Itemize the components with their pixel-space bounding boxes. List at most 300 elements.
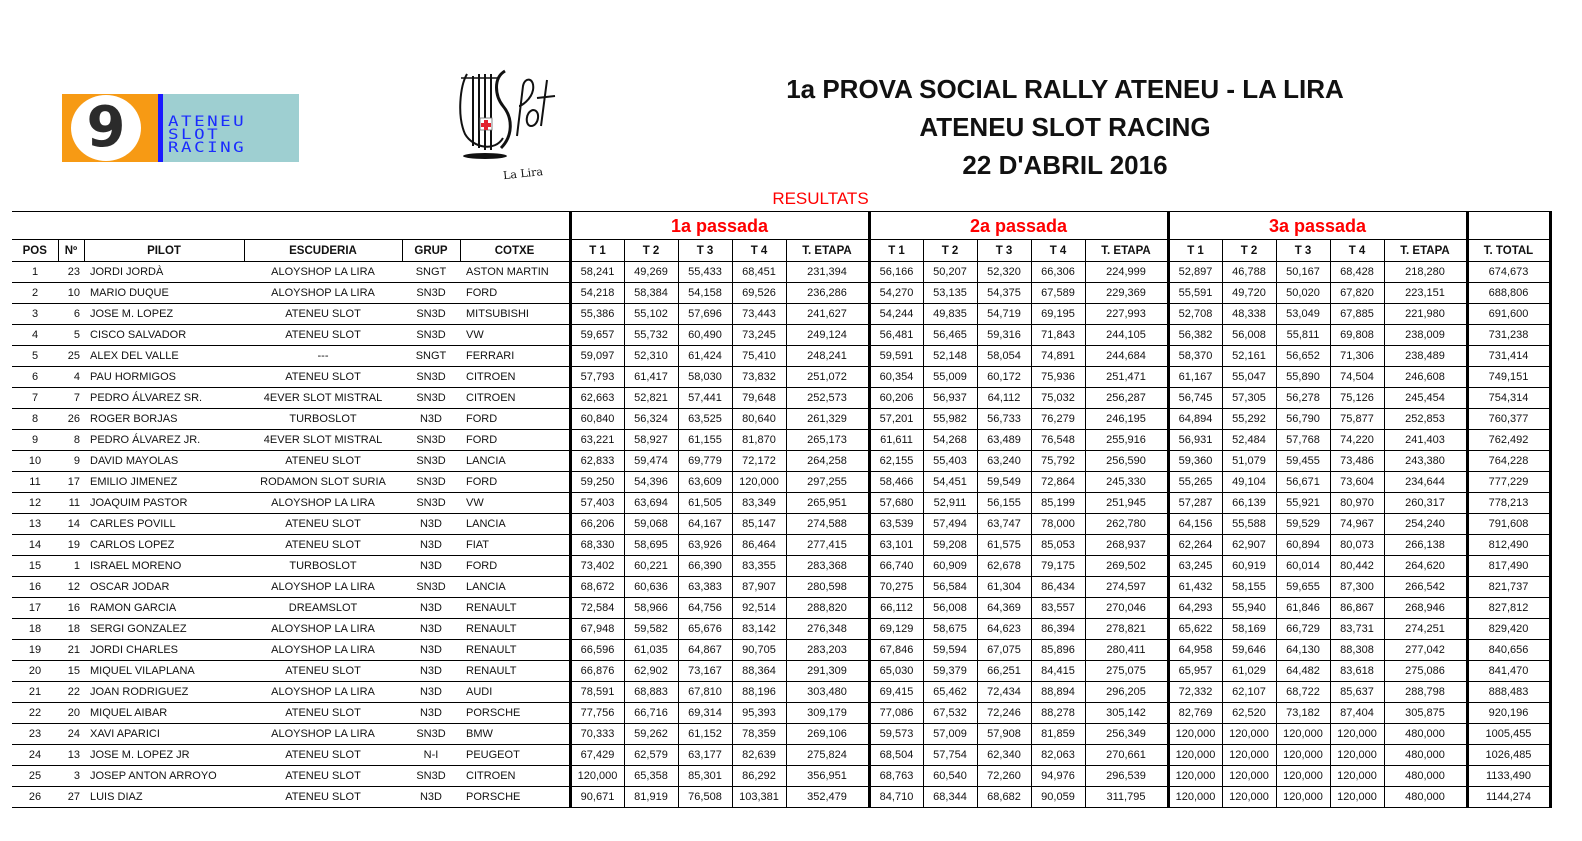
cell-escuderia: ATENEU SLOT bbox=[244, 535, 402, 556]
col-p2-t4: T 4 bbox=[1031, 240, 1085, 262]
cell-p3-t2: 55,047 bbox=[1222, 367, 1276, 388]
cell-p3-t4: 75,126 bbox=[1330, 388, 1384, 409]
table-row bbox=[12, 367, 1550, 388]
cell-p1-t3: 60,490 bbox=[678, 325, 732, 346]
cell-p1-etapa: 352,479 bbox=[786, 787, 869, 808]
cell-p3-t1: 120,000 bbox=[1168, 724, 1222, 745]
cell-p2-etapa: 244,105 bbox=[1085, 325, 1168, 346]
cell-escuderia: ALOYSHOP LA LIRA bbox=[244, 724, 402, 745]
cell-p2-t2: 59,379 bbox=[923, 661, 977, 682]
cell-p3-t2: 60,919 bbox=[1222, 556, 1276, 577]
col-p2-t3: T 3 bbox=[977, 240, 1031, 262]
logo-number-circle bbox=[71, 95, 141, 161]
cell-p2-etapa: 256,349 bbox=[1085, 724, 1168, 745]
cell-p3-t4: 86,867 bbox=[1330, 598, 1384, 619]
col-p3-t2: T 2 bbox=[1222, 240, 1276, 262]
cell-cotxe: CITROEN bbox=[460, 367, 570, 388]
cell-pilot: CARLES POVILL bbox=[84, 514, 244, 535]
cell-total: 1133,490 bbox=[1467, 766, 1550, 787]
cell-p3-etapa: 480,000 bbox=[1384, 745, 1467, 766]
cell-grup: SN3D bbox=[402, 367, 460, 388]
table-row bbox=[12, 619, 1550, 640]
cell-p2-t3: 72,434 bbox=[977, 682, 1031, 703]
cell-p3-t3: 56,278 bbox=[1276, 388, 1330, 409]
cell-p3-etapa: 275,086 bbox=[1384, 661, 1467, 682]
cell-p3-t1: 120,000 bbox=[1168, 766, 1222, 787]
cell-num: 20 bbox=[58, 703, 84, 724]
logo-orange-panel bbox=[62, 94, 158, 162]
cell-p2-t4: 79,175 bbox=[1031, 556, 1085, 577]
cell-p3-t4: 80,073 bbox=[1330, 535, 1384, 556]
col-p1-t2: T 2 bbox=[624, 240, 678, 262]
cell-p1-t2: 52,310 bbox=[624, 346, 678, 367]
cell-p3-etapa: 264,620 bbox=[1384, 556, 1467, 577]
cell-grup: SN3D bbox=[402, 283, 460, 304]
logo-number: 9 bbox=[86, 95, 126, 160]
cell-p1-t2: 81,919 bbox=[624, 787, 678, 808]
cell-p3-etapa: 238,489 bbox=[1384, 346, 1467, 367]
cell-p1-t1: 90,671 bbox=[570, 787, 624, 808]
cell-p3-t2: 58,155 bbox=[1222, 577, 1276, 598]
cell-pilot: CARLOS LOPEZ bbox=[84, 535, 244, 556]
cell-p2-t2: 54,451 bbox=[923, 472, 977, 493]
cell-p2-t1: 62,155 bbox=[869, 451, 923, 472]
cell-p2-t3: 61,575 bbox=[977, 535, 1031, 556]
cell-p3-t1: 56,745 bbox=[1168, 388, 1222, 409]
cell-p2-t1: 54,270 bbox=[869, 283, 923, 304]
cell-p3-t1: 59,360 bbox=[1168, 451, 1222, 472]
cell-pos: 22 bbox=[12, 703, 58, 724]
cell-p1-t4: 88,364 bbox=[732, 661, 786, 682]
col-p3-t3: T 3 bbox=[1276, 240, 1330, 262]
cell-p1-etapa: 231,394 bbox=[786, 262, 869, 283]
cell-p3-t3: 60,894 bbox=[1276, 535, 1330, 556]
cell-p2-t3: 64,369 bbox=[977, 598, 1031, 619]
cell-escuderia: RODAMON SLOT SURIA bbox=[244, 472, 402, 493]
cell-p3-t1: 64,156 bbox=[1168, 514, 1222, 535]
cell-p1-t2: 58,695 bbox=[624, 535, 678, 556]
cell-p3-t4: 74,220 bbox=[1330, 430, 1384, 451]
cell-grup: N3D bbox=[402, 640, 460, 661]
cell-num: 27 bbox=[58, 787, 84, 808]
cell-p1-t3: 61,505 bbox=[678, 493, 732, 514]
cell-p2-etapa: 268,937 bbox=[1085, 535, 1168, 556]
cell-p1-t1: 67,948 bbox=[570, 619, 624, 640]
cell-p3-t1: 65,957 bbox=[1168, 661, 1222, 682]
cell-p2-etapa: 262,780 bbox=[1085, 514, 1168, 535]
cell-p2-etapa: 256,287 bbox=[1085, 388, 1168, 409]
cell-escuderia: ALOYSHOP LA LIRA bbox=[244, 283, 402, 304]
cell-p2-t1: 63,539 bbox=[869, 514, 923, 535]
col-p1-t1: T 1 bbox=[570, 240, 624, 262]
cell-num: 14 bbox=[58, 514, 84, 535]
cell-p2-t1: 84,710 bbox=[869, 787, 923, 808]
cell-p1-t1: 63,221 bbox=[570, 430, 624, 451]
cell-p2-t3: 63,747 bbox=[977, 514, 1031, 535]
cell-p1-t1: 59,250 bbox=[570, 472, 624, 493]
cell-p1-t1: 70,333 bbox=[570, 724, 624, 745]
cell-grup: SN3D bbox=[402, 325, 460, 346]
cell-num: 16 bbox=[58, 598, 84, 619]
cell-total: 1144,274 bbox=[1467, 787, 1550, 808]
col-p3-t4: T 4 bbox=[1330, 240, 1384, 262]
cell-grup: N3D bbox=[402, 682, 460, 703]
cell-p1-t2: 62,579 bbox=[624, 745, 678, 766]
cell-p3-etapa: 223,151 bbox=[1384, 283, 1467, 304]
cell-p1-t2: 58,384 bbox=[624, 283, 678, 304]
cell-p3-t1: 55,591 bbox=[1168, 283, 1222, 304]
cell-grup: N3D bbox=[402, 409, 460, 430]
cell-total: 762,492 bbox=[1467, 430, 1550, 451]
cell-p1-t3: 63,926 bbox=[678, 535, 732, 556]
cell-p2-t2: 53,135 bbox=[923, 283, 977, 304]
cell-p1-t4: 85,147 bbox=[732, 514, 786, 535]
cell-p3-t3: 57,768 bbox=[1276, 430, 1330, 451]
cell-p2-etapa: 311,795 bbox=[1085, 787, 1168, 808]
cell-p3-t2: 52,161 bbox=[1222, 346, 1276, 367]
cell-p3-t4: 67,820 bbox=[1330, 283, 1384, 304]
cell-grup: SN3D bbox=[402, 766, 460, 787]
cell-p1-etapa: 265,173 bbox=[786, 430, 869, 451]
cell-num: 15 bbox=[58, 661, 84, 682]
cell-pilot: CISCO SALVADOR bbox=[84, 325, 244, 346]
cell-p1-t4: 79,648 bbox=[732, 388, 786, 409]
cell-p3-t2: 56,008 bbox=[1222, 325, 1276, 346]
cell-total: 731,238 bbox=[1467, 325, 1550, 346]
cell-grup: SNGT bbox=[402, 262, 460, 283]
group-title-2: 2a passada bbox=[869, 212, 1168, 240]
cell-p1-t3: 69,314 bbox=[678, 703, 732, 724]
cell-num: 22 bbox=[58, 682, 84, 703]
cell-p2-t1: 60,354 bbox=[869, 367, 923, 388]
cell-p1-t2: 59,582 bbox=[624, 619, 678, 640]
cell-p1-t3: 61,152 bbox=[678, 724, 732, 745]
cell-p3-t2: 49,104 bbox=[1222, 472, 1276, 493]
cell-p1-t3: 67,810 bbox=[678, 682, 732, 703]
cell-p3-t4: 120,000 bbox=[1330, 724, 1384, 745]
cell-total: 821,737 bbox=[1467, 577, 1550, 598]
cell-p2-t4: 66,306 bbox=[1031, 262, 1085, 283]
cell-p1-t2: 61,035 bbox=[624, 640, 678, 661]
cell-escuderia: ATENEU SLOT bbox=[244, 304, 402, 325]
cell-grup: SN3D bbox=[402, 304, 460, 325]
cell-p3-t2: 57,305 bbox=[1222, 388, 1276, 409]
cell-cotxe: FIAT bbox=[460, 535, 570, 556]
cell-p2-t2: 56,937 bbox=[923, 388, 977, 409]
cell-p2-t1: 68,763 bbox=[869, 766, 923, 787]
cell-p2-t2: 54,268 bbox=[923, 430, 977, 451]
cell-p1-t1: 67,429 bbox=[570, 745, 624, 766]
logo-text-line: RACING bbox=[168, 139, 247, 156]
cell-p2-t3: 62,678 bbox=[977, 556, 1031, 577]
cell-p1-t1: 55,386 bbox=[570, 304, 624, 325]
cell-p1-t1: 72,584 bbox=[570, 598, 624, 619]
cell-pilot: ISRAEL MORENO bbox=[84, 556, 244, 577]
cell-p2-etapa: 229,369 bbox=[1085, 283, 1168, 304]
cell-p2-t2: 57,494 bbox=[923, 514, 977, 535]
cell-p3-t3: 64,482 bbox=[1276, 661, 1330, 682]
table-row bbox=[12, 724, 1550, 745]
cell-p2-t4: 85,896 bbox=[1031, 640, 1085, 661]
cell-grup: N3D bbox=[402, 787, 460, 808]
cell-pos: 19 bbox=[12, 640, 58, 661]
cell-p2-etapa: 256,590 bbox=[1085, 451, 1168, 472]
cell-pos: 25 bbox=[12, 766, 58, 787]
cell-p1-etapa: 309,179 bbox=[786, 703, 869, 724]
cell-p2-t4: 88,894 bbox=[1031, 682, 1085, 703]
table-row bbox=[12, 325, 1550, 346]
cell-p2-t3: 66,251 bbox=[977, 661, 1031, 682]
cell-p1-t3: 57,696 bbox=[678, 304, 732, 325]
cell-p1-t3: 73,167 bbox=[678, 661, 732, 682]
cell-pos: 24 bbox=[12, 745, 58, 766]
cell-num: 9 bbox=[58, 451, 84, 472]
cell-p1-t3: 61,155 bbox=[678, 430, 732, 451]
cell-cotxe: FORD bbox=[460, 283, 570, 304]
cell-p2-t2: 68,344 bbox=[923, 787, 977, 808]
cell-p3-etapa: 277,042 bbox=[1384, 640, 1467, 661]
cell-pilot: LUIS DIAZ bbox=[84, 787, 244, 808]
cell-p2-t3: 63,240 bbox=[977, 451, 1031, 472]
cell-total: 691,600 bbox=[1467, 304, 1550, 325]
cell-p3-t3: 55,811 bbox=[1276, 325, 1330, 346]
cell-p3-t4: 71,306 bbox=[1330, 346, 1384, 367]
cell-p1-t1: 78,591 bbox=[570, 682, 624, 703]
cell-p1-etapa: 277,415 bbox=[786, 535, 869, 556]
cell-p3-t4: 73,604 bbox=[1330, 472, 1384, 493]
cell-total: 674,673 bbox=[1467, 262, 1550, 283]
cell-p1-etapa: 261,329 bbox=[786, 409, 869, 430]
cell-p2-t4: 85,053 bbox=[1031, 535, 1085, 556]
cell-p3-t3: 59,529 bbox=[1276, 514, 1330, 535]
cell-p2-t4: 85,199 bbox=[1031, 493, 1085, 514]
cell-p1-etapa: 275,824 bbox=[786, 745, 869, 766]
cell-num: 1 bbox=[58, 556, 84, 577]
cell-p2-t3: 59,316 bbox=[977, 325, 1031, 346]
ateneu-slot-racing-logo bbox=[62, 94, 299, 162]
cell-p1-etapa: 249,124 bbox=[786, 325, 869, 346]
cell-cotxe: LANCIA bbox=[460, 577, 570, 598]
cell-p2-t4: 94,976 bbox=[1031, 766, 1085, 787]
table-row bbox=[12, 493, 1550, 514]
cell-total: 778,213 bbox=[1467, 493, 1550, 514]
cell-p3-t1: 52,708 bbox=[1168, 304, 1222, 325]
cell-p2-t3: 57,908 bbox=[977, 724, 1031, 745]
cell-p1-t3: 76,508 bbox=[678, 787, 732, 808]
cell-p1-etapa: 264,258 bbox=[786, 451, 869, 472]
cell-p2-t2: 57,009 bbox=[923, 724, 977, 745]
cell-escuderia: ATENEU SLOT bbox=[244, 766, 402, 787]
cell-p2-t4: 90,059 bbox=[1031, 787, 1085, 808]
cell-p3-etapa: 266,542 bbox=[1384, 577, 1467, 598]
cell-pos: 5 bbox=[12, 346, 58, 367]
cell-p3-t1: 57,287 bbox=[1168, 493, 1222, 514]
cell-p1-t1: 73,402 bbox=[570, 556, 624, 577]
table-row bbox=[12, 703, 1550, 724]
cell-p1-t3: 61,424 bbox=[678, 346, 732, 367]
cell-p1-etapa: 303,480 bbox=[786, 682, 869, 703]
cell-p1-t1: 59,657 bbox=[570, 325, 624, 346]
cell-p3-etapa: 254,240 bbox=[1384, 514, 1467, 535]
cell-p1-etapa: 248,241 bbox=[786, 346, 869, 367]
cell-pos: 3 bbox=[12, 304, 58, 325]
cell-p2-t1: 66,112 bbox=[869, 598, 923, 619]
table-row bbox=[12, 304, 1550, 325]
cell-escuderia: ATENEU SLOT bbox=[244, 703, 402, 724]
logo-text-panel bbox=[163, 94, 299, 162]
cell-p3-t1: 82,769 bbox=[1168, 703, 1222, 724]
cell-p1-t2: 58,966 bbox=[624, 598, 678, 619]
cell-p3-t1: 62,264 bbox=[1168, 535, 1222, 556]
cell-p1-t2: 60,221 bbox=[624, 556, 678, 577]
cell-p1-t3: 63,177 bbox=[678, 745, 732, 766]
cell-p1-etapa: 283,368 bbox=[786, 556, 869, 577]
cell-pilot: SERGI GONZALEZ bbox=[84, 619, 244, 640]
cell-p3-t4: 85,637 bbox=[1330, 682, 1384, 703]
cell-pilot: JOSEP ANTON ARROYO bbox=[84, 766, 244, 787]
cell-p2-t1: 70,275 bbox=[869, 577, 923, 598]
cell-p1-t2: 52,821 bbox=[624, 388, 678, 409]
cell-p1-t1: 54,218 bbox=[570, 283, 624, 304]
cell-p3-t4: 120,000 bbox=[1330, 766, 1384, 787]
cell-p3-t4: 80,970 bbox=[1330, 493, 1384, 514]
cell-p2-etapa: 280,411 bbox=[1085, 640, 1168, 661]
cell-p3-t1: 65,622 bbox=[1168, 619, 1222, 640]
cell-grup: SN3D bbox=[402, 430, 460, 451]
cell-p3-t1: 61,167 bbox=[1168, 367, 1222, 388]
cell-p2-t2: 65,462 bbox=[923, 682, 977, 703]
cell-grup: N-I bbox=[402, 745, 460, 766]
cell-p2-t4: 76,548 bbox=[1031, 430, 1085, 451]
cell-p3-t1: 64,894 bbox=[1168, 409, 1222, 430]
cell-num: 26 bbox=[58, 409, 84, 430]
cell-p2-t2: 55,982 bbox=[923, 409, 977, 430]
cell-p1-t1: 57,793 bbox=[570, 367, 624, 388]
cell-total: 1005,455 bbox=[1467, 724, 1550, 745]
cell-cotxe: VW bbox=[460, 493, 570, 514]
cell-grup: SN3D bbox=[402, 493, 460, 514]
cell-cotxe: LANCIA bbox=[460, 451, 570, 472]
cell-p2-etapa: 305,142 bbox=[1085, 703, 1168, 724]
cell-p1-t4: 120,000 bbox=[732, 472, 786, 493]
cell-pos: 21 bbox=[12, 682, 58, 703]
cell-grup: N3D bbox=[402, 535, 460, 556]
cell-pilot: PEDRO ÁLVAREZ JR. bbox=[84, 430, 244, 451]
cell-p1-t3: 57,441 bbox=[678, 388, 732, 409]
cell-p3-t3: 55,890 bbox=[1276, 367, 1330, 388]
cell-p1-etapa: 280,598 bbox=[786, 577, 869, 598]
cell-grup: SN3D bbox=[402, 388, 460, 409]
cell-p1-etapa: 236,286 bbox=[786, 283, 869, 304]
lira-logo-word bbox=[517, 80, 555, 136]
cell-p1-t2: 54,396 bbox=[624, 472, 678, 493]
cell-grup: N3D bbox=[402, 598, 460, 619]
cell-p2-etapa: 296,205 bbox=[1085, 682, 1168, 703]
cell-p1-t4: 95,393 bbox=[732, 703, 786, 724]
cell-pos: 26 bbox=[12, 787, 58, 808]
cell-p2-t2: 60,909 bbox=[923, 556, 977, 577]
cell-p2-t3: 54,375 bbox=[977, 283, 1031, 304]
cell-num: 24 bbox=[58, 724, 84, 745]
cell-p1-t4: 73,245 bbox=[732, 325, 786, 346]
cell-num: 12 bbox=[58, 577, 84, 598]
event-title: 1a PROVA SOCIAL RALLY ATENEU - LA LIRA bbox=[786, 74, 1344, 104]
cell-p2-etapa: 255,916 bbox=[1085, 430, 1168, 451]
cell-p1-t2: 49,269 bbox=[624, 262, 678, 283]
cell-p3-t3: 61,846 bbox=[1276, 598, 1330, 619]
cell-pilot: XAVI APARICI bbox=[84, 724, 244, 745]
cell-p3-etapa: 274,251 bbox=[1384, 619, 1467, 640]
cell-pilot: OSCAR JODAR bbox=[84, 577, 244, 598]
cell-total: 760,377 bbox=[1467, 409, 1550, 430]
cell-p1-t4: 87,907 bbox=[732, 577, 786, 598]
cell-grup: SNGT bbox=[402, 346, 460, 367]
cell-pos: 17 bbox=[12, 598, 58, 619]
cell-pilot: EMILIO JIMENEZ bbox=[84, 472, 244, 493]
cell-p2-t4: 84,415 bbox=[1031, 661, 1085, 682]
column-header-row bbox=[12, 240, 1550, 262]
cell-p2-t3: 61,304 bbox=[977, 577, 1031, 598]
cell-p3-etapa: 252,853 bbox=[1384, 409, 1467, 430]
cell-p1-t2: 58,927 bbox=[624, 430, 678, 451]
table-row bbox=[12, 409, 1550, 430]
cell-p2-t2: 57,754 bbox=[923, 745, 977, 766]
cell-p1-t3: 66,390 bbox=[678, 556, 732, 577]
cell-pos: 9 bbox=[12, 430, 58, 451]
cell-p1-t1: 66,206 bbox=[570, 514, 624, 535]
cell-p3-t3: 53,049 bbox=[1276, 304, 1330, 325]
cell-pos: 7 bbox=[12, 388, 58, 409]
cell-p1-t3: 63,383 bbox=[678, 577, 732, 598]
cell-pilot: MIQUEL VILAPLANA bbox=[84, 661, 244, 682]
cell-total: 827,812 bbox=[1467, 598, 1550, 619]
cell-p1-t2: 59,262 bbox=[624, 724, 678, 745]
cell-cotxe: PEUGEOT bbox=[460, 745, 570, 766]
col-p3-etapa: T. ETAPA bbox=[1384, 240, 1467, 262]
cell-p1-t4: 73,832 bbox=[732, 367, 786, 388]
cell-p2-t4: 82,063 bbox=[1031, 745, 1085, 766]
cell-p1-t4: 81,870 bbox=[732, 430, 786, 451]
cell-p3-etapa: 305,875 bbox=[1384, 703, 1467, 724]
cell-p1-t3: 85,301 bbox=[678, 766, 732, 787]
cell-p3-t4: 87,300 bbox=[1330, 577, 1384, 598]
cell-p1-t2: 60,636 bbox=[624, 577, 678, 598]
cell-p3-t1: 64,958 bbox=[1168, 640, 1222, 661]
cell-p2-t4: 75,792 bbox=[1031, 451, 1085, 472]
cell-p3-t1: 120,000 bbox=[1168, 787, 1222, 808]
cell-total: 1026,485 bbox=[1467, 745, 1550, 766]
group-header-blank bbox=[12, 212, 570, 240]
cell-grup: N3D bbox=[402, 619, 460, 640]
col-escuderia: ESCUDERIA bbox=[244, 240, 402, 262]
cell-p3-t4: 83,618 bbox=[1330, 661, 1384, 682]
table-row bbox=[12, 535, 1550, 556]
cell-p3-t3: 120,000 bbox=[1276, 766, 1330, 787]
cell-p1-t1: 68,330 bbox=[570, 535, 624, 556]
cell-p3-t3: 73,182 bbox=[1276, 703, 1330, 724]
cell-p2-t3: 67,075 bbox=[977, 640, 1031, 661]
cell-pilot: DAVID MAYOLAS bbox=[84, 451, 244, 472]
cell-p3-t2: 52,484 bbox=[1222, 430, 1276, 451]
cell-p3-t2: 62,520 bbox=[1222, 703, 1276, 724]
cell-p1-t4: 86,292 bbox=[732, 766, 786, 787]
table-row bbox=[12, 682, 1550, 703]
cell-p3-t3: 120,000 bbox=[1276, 787, 1330, 808]
cell-p1-t1: 77,756 bbox=[570, 703, 624, 724]
lira-logo-caption: La Lira bbox=[502, 165, 544, 183]
cell-p2-etapa: 246,195 bbox=[1085, 409, 1168, 430]
cell-p2-t1: 59,573 bbox=[869, 724, 923, 745]
